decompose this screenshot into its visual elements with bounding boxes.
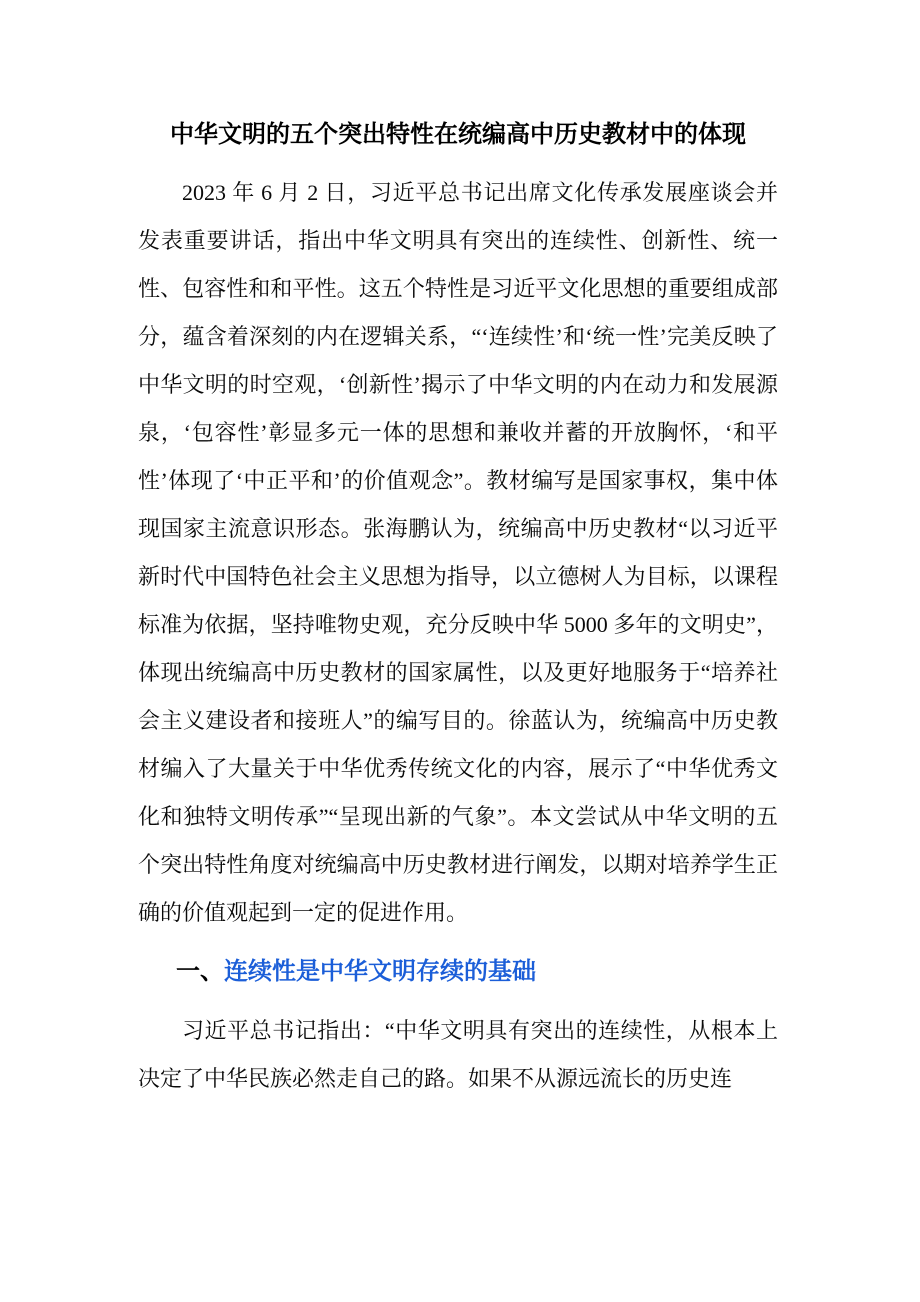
section-heading bbox=[138, 948, 778, 996]
document-title: 中华文明的五个突出特性在统编高中历史教材中的体现 bbox=[170, 121, 746, 148]
section-heading-label: 连续性是中华文明存续的基础 bbox=[224, 958, 536, 985]
intro-paragraph: 2023 年 6 月 2 日，习近平总书记出席文化传承发展座谈会并发表重要讲话，指出中华文明具有突出的连续性、创新性、统一性、包容性和和平性。这五个特性是习近平文化思想的重要组成部分，蕴含着深刻的内在逻辑关系，“‘连续性’和‘统一性’完美反映了中华文明的时空观，‘创新性’揭示了中华文明的内在动力和发展源泉，‘包容性’彰显多元一体的思想和兼收并蓄的开放胸怀，‘和平性’体现了‘中正平和’的价值观念”。教材编写是国家事权，集中体现国家主流意识形态。张海鹏认为，统编高中历史教材“以习近平新时代中国特色社会主义思想为指导，以立德树人为目标，以课程标准为依据，坚持唯物史观，充分反映中华 5000 多年的文明史”，体现出统编高中历史教材的国家属性，以及更好地服务于“培养社会主义建设者和接班人”的编写目的。徐蓝认为，统编高中历史教材编入了大量关于中华优秀传统文化的内容，展示了“中华优秀文化和独特文明传承”“呈现出新的气象”。本文尝试从中华文明的五个突出特性角度对统编高中历史教材进行阐发，以期对培养学生正确的价值观起到一定的促进作用。 bbox=[138, 180, 778, 925]
section-heading-number: 一、 bbox=[176, 958, 224, 985]
section-paragraph: 习近平总书记指出：“中华文明具有突出的连续性，从根本上决定了中华民族必然走自己的路。如果不从源远流长的历史连 bbox=[138, 1018, 778, 1091]
